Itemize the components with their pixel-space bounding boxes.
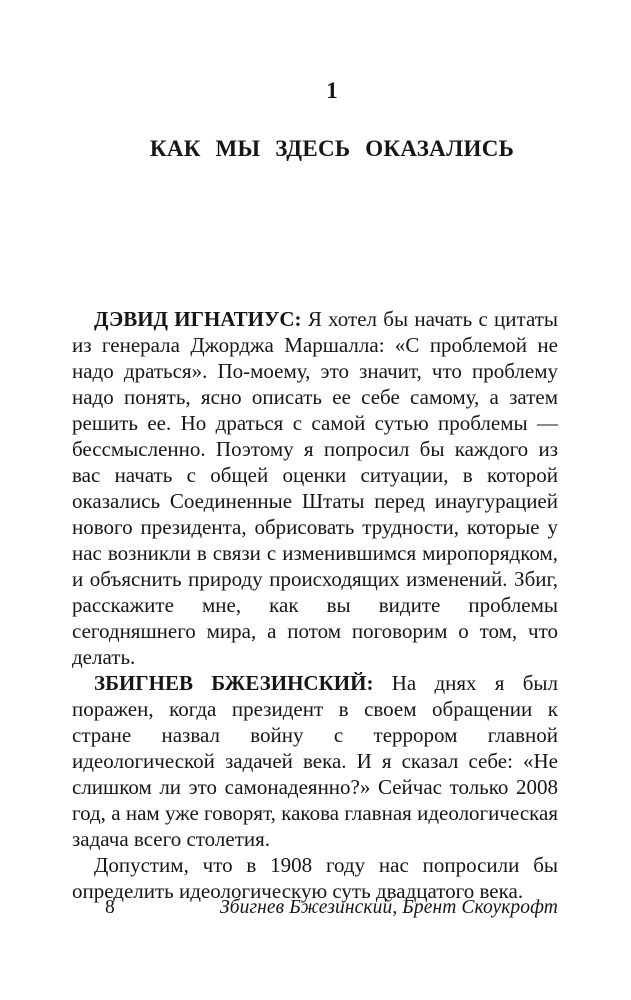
body-text [72,306,558,904]
page-footer [72,897,558,919]
paragraph [72,670,558,852]
speaker-name: ДЭВИД ИГНАТИУС: [94,307,302,331]
paragraph [72,306,558,670]
speaker-name: ЗБИГНЕВ БЖЕЗИНСКИЙ: [94,671,374,695]
chapter-title: КАК МЫ ЗДЕСЬ ОКАЗАЛИСЬ [149,136,515,162]
paragraph-text: Допустим, что в 1908 году нас попросили бы определить идеологическую суть двадцатого века. [72,853,558,903]
chapter-number: 1 [326,78,338,103]
paragraph-text: На днях я был поражен, когда президент в своем обращении к стране назвал войну с террором главной идеологической задачей века. И я сказал себе: «Не слишком ли это самонадеянно?» Сейчас только 2008 год, а нам уже говорят, какова главная идеологическая задача всего столетия. [72,671,558,851]
page-number: 8 [105,897,115,918]
paragraph-text: Я хотел бы начать с цитаты из генерала Джорджа Маршалла: «С проблемой не надо драться». По-моему, это значит, что проблему надо понять, ясно описать ее себе самому, а затем решить ее. Но драться с самой сутью проблемы — бессмысленно. Поэтому я попросил бы каждого из вас начать с общей оценки ситуации, в которой оказались Соединенные Штаты перед инаугурацией нового президента, обрисовать трудности, которые у нас возникли в связи с изменившимся миропорядком, и объяснить природу происходящих изменений. Збиг, расскажите мне, как вы видите проблемы сегодняшнего мира, а потом поговорим о том, что делать. [72,307,559,669]
running-footer-authors: Збигнев Бжезинский, Брент Скоукрофт [219,897,558,918]
